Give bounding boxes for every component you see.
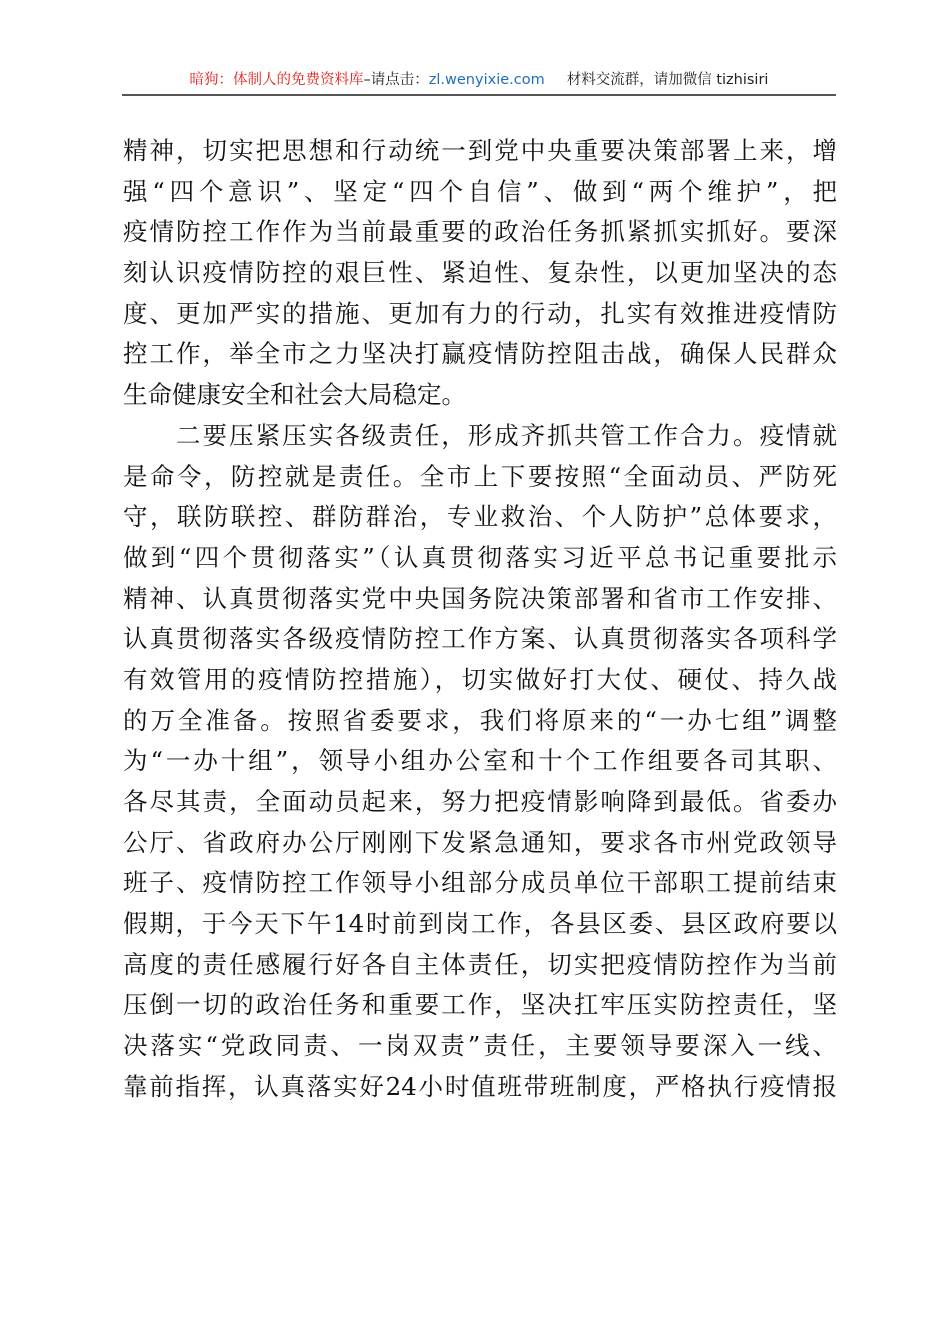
text-line: 为“一办十组”，领导小组办公室和十个工作组要各司其职、 [123, 746, 837, 776]
text-line: 是命令，防控就是责任。全市上下要按照“全面动员、严防死 [123, 461, 837, 491]
text-line: 压倒一切的政治任务和重要工作，坚决扛牢压实防控责任，坚 [123, 990, 837, 1020]
paragraph-start-line: 二要压紧压实各级责任，形成齐抓共管工作合力。疫情就 [123, 420, 837, 450]
header-site-name: 暗狗：体制人的免费资料库 [189, 72, 364, 88]
text-line: 刻认识疫情防控的艰巨性、紧迫性、复杂性，以更加坚决的态 [123, 258, 837, 288]
text-line: 假期，于今天下午14时前到岗工作，各县区委、县区政府要以 [123, 909, 837, 939]
text-line: 班子、疫情防控工作领导小组部分成员单位干部职工提前结束 [123, 868, 837, 898]
text-line: 强“四个意识”、坚定“四个自信”、做到“两个维护”，把 [123, 176, 837, 206]
text-line: 度、更加严实的措施、更加有力的行动，扎实有效推进疫情防 [123, 298, 837, 328]
text-line: 做到“四个贯彻落实”（认真贯彻落实习近平总书记重要批示 [123, 542, 837, 572]
text-line: 认真贯彻落实各级疫情防控工作方案、认真贯彻落实各项科学 [123, 624, 837, 654]
text-line: 守，联防联控、群防群治，专业救治、个人防护”总体要求， [123, 502, 837, 532]
text-line: 生命健康安全和社会大局稳定。 [123, 380, 466, 410]
text-line: 公厅、省政府办公厅刚刚下发紧急通知，要求各市州党政领导 [123, 827, 837, 857]
text-line: 精神、认真贯彻落实党中央国务院决策部署和省市工作安排、 [123, 583, 837, 613]
text-line: 控工作，举全市之力坚决打赢疫情防控阻击战，确保人民群众 [123, 339, 837, 369]
header-link[interactable]: zl.wenyixie.com [428, 72, 545, 88]
text-line: 决落实“党政同责、一岗双责”责任，主要领导要深入一线、 [123, 1031, 837, 1061]
page-header [122, 68, 836, 92]
text-line: 的万全准备。按照省委要求，我们将原来的“一办七组”调整 [123, 705, 837, 735]
text-line: 各尽其责，全面动员起来，努力把疫情影响降到最低。省委办 [123, 787, 837, 816]
text-line: 靠前指挥，认真落实好24小时值班带班制度，严格执行疫情报 [123, 1071, 837, 1101]
text-line: 精神，切实把思想和行动统一到党中央重要决策部署上来，增 [123, 136, 837, 165]
header-prompt: –请点击： [363, 72, 429, 88]
header-contact: 材料交流群，请加微信 tizhisiri [566, 72, 769, 88]
document-body [123, 131, 837, 1108]
header-divider [122, 94, 836, 96]
text-line: 疫情防控工作作为当前最重要的政治任务抓紧抓实抓好。要深 [123, 217, 837, 247]
text-line: 有效管用的疫情防控措施），切实做好打大仗、硬仗、持久战 [123, 664, 837, 694]
text-line: 高度的责任感履行好各自主体责任，切实把疫情防控作为当前 [123, 949, 837, 979]
